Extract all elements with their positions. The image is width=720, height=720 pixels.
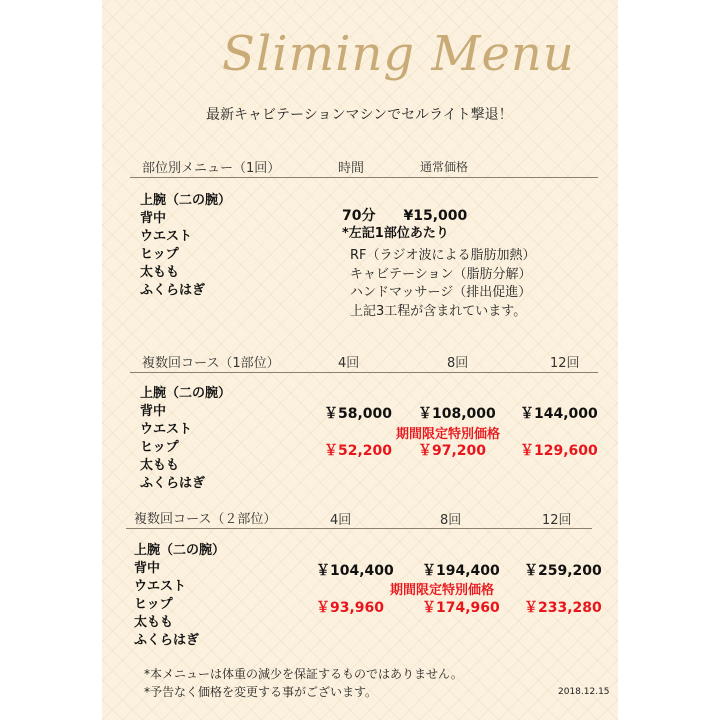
list-item: ふくらはぎ [140, 283, 206, 298]
list-item: ウエスト [140, 229, 193, 244]
section3-regular-8: ￥194,400 [422, 563, 500, 579]
list-item: ヒップ [140, 440, 179, 455]
section2-divider [130, 372, 598, 373]
section3-special-4: ￥93,960 [316, 600, 385, 616]
section1-header-time: 時間 [338, 161, 365, 176]
list-item: ふくらはぎ [134, 633, 200, 648]
list-item: ハンドマッサージ（排出促進） [350, 285, 532, 300]
page-title: Sliming Menu [222, 26, 575, 82]
section1-parts-list [140, 192, 231, 300]
section2-col-4: 4回 [338, 356, 360, 371]
list-item: ヒップ [140, 247, 179, 262]
section1-header-price: 通常価格 [420, 160, 469, 174]
section2-special-label: 期間限定特別価格 [396, 427, 501, 442]
section2-special-8: ￥97,200 [418, 443, 487, 459]
section2-header: 複数回コース（1部位） [142, 356, 280, 371]
section3-header: 複数回コース（２部位） [134, 512, 277, 527]
list-item: ヒップ [134, 597, 173, 612]
section3-parts-list [134, 542, 225, 650]
section1-per-part-note: *左記1部位あたり [342, 226, 449, 241]
list-item: 太もも [140, 265, 180, 280]
list-item: ウエスト [140, 422, 193, 437]
list-item: 背中 [140, 404, 167, 419]
section2-special-12: ￥129,600 [520, 443, 598, 459]
section1-steps [350, 247, 536, 321]
section3-special-label: 期間限定特別価格 [390, 583, 495, 598]
section1-time-price: 70分 ¥15,000 [342, 208, 468, 224]
section2-special-4: ￥52,200 [324, 443, 393, 459]
list-item: 太もも [134, 615, 174, 630]
footer-note-1: *本メニューは体重の減少を保証するものではありません。 [144, 667, 463, 681]
section3-col-8: 8回 [440, 513, 462, 528]
section2-regular-8: ￥108,000 [418, 406, 496, 422]
list-item: 上記3工程が含まれています。 [350, 303, 527, 319]
list-item: 背中 [140, 211, 167, 226]
list-item: 上腕（二の腕） [134, 543, 226, 558]
section3-col-4: 4回 [330, 513, 352, 528]
section1-header-menu: 部位別メニュー（1回） [142, 161, 281, 176]
list-item: RF（ラジオ波による脂肪加熱） [350, 248, 536, 263]
list-item: 上腕（二の腕） [140, 193, 232, 208]
list-item: 背中 [134, 561, 161, 576]
section3-special-12: ￥233,280 [524, 600, 602, 616]
section3-regular-12: ￥259,200 [524, 563, 602, 579]
section2-parts-list [140, 385, 231, 493]
list-item: キャビテーション（脂肪分解） [350, 266, 532, 282]
section1-divider [130, 177, 598, 178]
section3-col-12: 12回 [542, 513, 572, 528]
list-item: ウエスト [134, 579, 187, 594]
menu-page [102, 0, 618, 720]
section3-special-8: ￥174,960 [422, 600, 500, 616]
list-item: 上腕（二の腕） [140, 386, 232, 401]
list-item: ふくらはぎ [140, 476, 206, 491]
section3-regular-4: ￥104,400 [316, 563, 394, 579]
footer-note-2: *予告なく価格を変更する事がございます。 [144, 685, 378, 699]
page-subtitle: 最新キャビテーションマシンでセルライト撃退！ [206, 107, 513, 123]
section2-col-8: 8回 [447, 356, 469, 371]
section3-divider [126, 528, 592, 529]
list-item: 太もも [140, 458, 180, 473]
section2-regular-4: ￥58,000 [324, 406, 393, 422]
section2-col-12: 12回 [550, 356, 580, 371]
footer-date: 2018.12.15 [558, 687, 610, 697]
section2-regular-12: ￥144,000 [520, 406, 598, 422]
